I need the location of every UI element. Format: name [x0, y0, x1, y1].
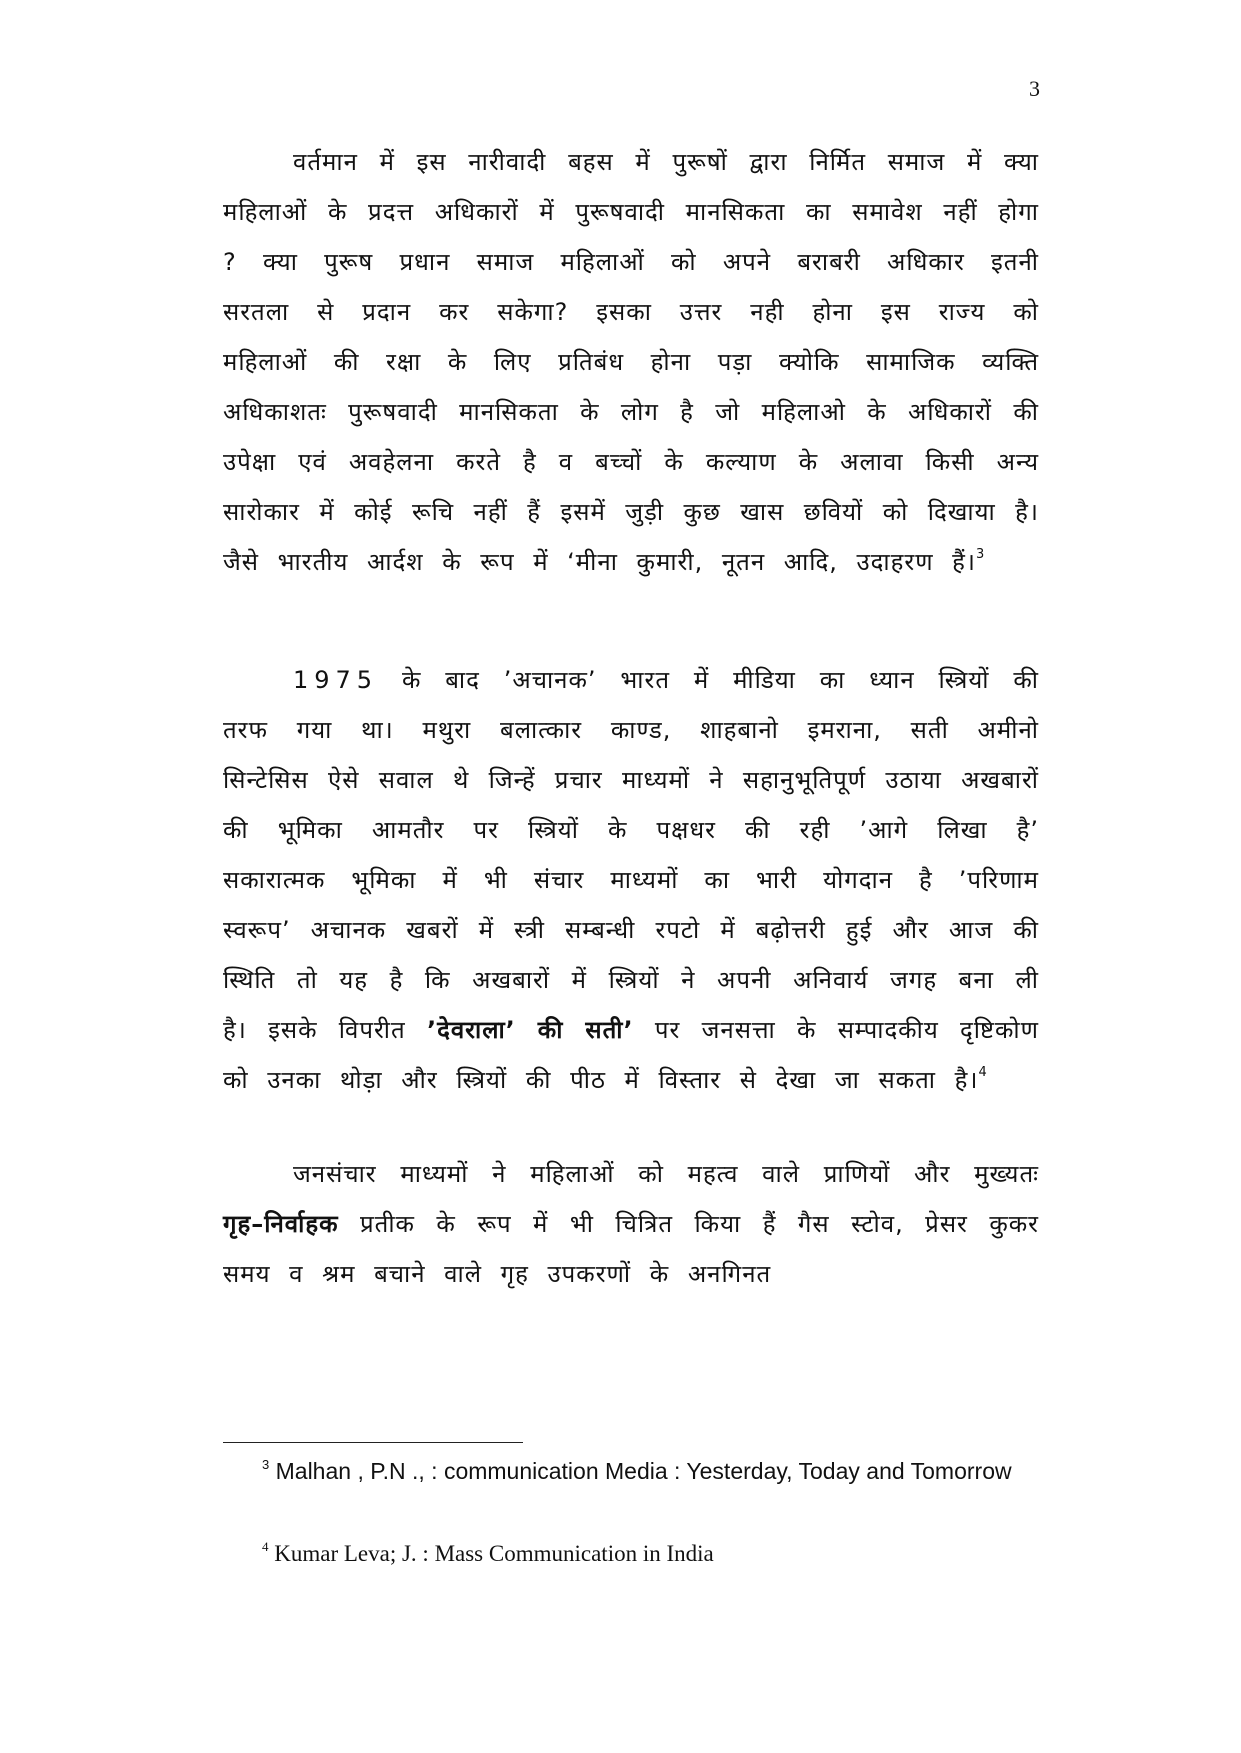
paragraph-2-text-b: पर जनसत्ता के सम्पादकीय दृष्टिकोण को उनका थोड़ा और स्त्रियों की पीठ में विस्तार से देखा जा सकता है। — [223, 1016, 1039, 1094]
footnote-3-text: Malhan , P.N ., : communication Media : Yesterday, Today and Tomorrow — [275, 1458, 1012, 1484]
paragraph-2-text-a: के बाद ’अचानक’ भारत में मीडिया का ध्यान स्त्रियों की तरफ गया था। मथुरा बलात्कार काण्ड, शाहबानो इमराना, सती अमीनो सिन्टेसिस ऐसे सवाल थे जिन्हें प्रचार माध्यमों ने सहानुभूतिपूर्ण उठाया अखबारों की भूमिका आमतौर पर स्त्रियों के पक्षधर की रही ’आगे लिखा है’ सकारात्मक भूमिका में भी संचार माध्यमों का भारी योगदान है ’परिणाम स्वरूप’ अचानक खबरों में स्त्री सम्बन्धी रपटो में बढ़ोत्तरी हुई और आज की स्थिति तो यह है कि अखबारों में स्त्रियों ने अपनी अनिवार्य जगह बना ली है। इसके विपरीत — [223, 666, 1039, 1044]
year-text: 1975 — [293, 666, 379, 694]
paragraph-1-text: वर्तमान में इस नारीवादी बहस में पुरूषों द्वारा निर्मित समाज में क्या महिलाओं के प्रदत्त अधिकारों में पुरूषवादी मानसिकता का समावेश नहीं होगा ? क्या पुरूष प्रधान समाज महिलाओं को अपने बराबरी अधिकार इतनी सरतला से प्रदान कर सकेगा? इसका उत्तर नही होना इस राज्य को महिलाओं की रक्षा के लिए प्रतिबंध होना पड़ा क्योकि सामाजिक व्यक्ति अधिकाशतः पुरूषवादी मानसिकता के लोग है जो महिलाओ के अधिकारों की उपेक्षा एवं अवहेलना करते है व बच्चों के कल्याण के अलावा किसी अन्य सारोकार में कोई रूचि नहीं हैं इसमें जुड़ी कुछ खास छवियों को दिखाया है। जैसे भारतीय आर्दश के रूप में ‘मीना कुमारी, नूतन आदि, उदाहरण हैं। — [223, 148, 1039, 576]
paragraph-3 — [223, 1149, 1039, 1299]
paragraph-3-bold-phrase: गृह–निर्वाहक — [223, 1210, 339, 1238]
footnote-separator — [223, 1442, 523, 1443]
footnote-4 — [262, 1540, 1022, 1568]
paragraph-2-bold-phrase: ’देवराला’ की सती’ — [426, 1016, 634, 1044]
paragraph-3-text-b: प्रतीक के रूप में भी चित्रित किया हैं गैस स्टोव, प्रेसर कुकर समय व श्रम बचाने वाले गृह उपकरणों के अनगिनत — [223, 1210, 1039, 1288]
footnote-4-text: Kumar Leva; J. : Mass Communication in India — [274, 1541, 714, 1566]
footnote-4-marker: 4 — [262, 1539, 269, 1554]
footnote-3 — [262, 1457, 1022, 1485]
footnote-3-marker: 3 — [262, 1457, 270, 1472]
page-number: 3 — [1029, 76, 1040, 101]
paragraph-2 — [223, 655, 1039, 1105]
footnote-ref-4: 4 — [978, 1065, 987, 1080]
paragraph-1 — [223, 137, 1039, 587]
paragraph-3-text-a: जनसंचार माध्यमों ने महिलाओं को महत्व वाले प्राणियों और मुख्यतः — [293, 1160, 1039, 1188]
footnote-ref-3: 3 — [976, 547, 985, 562]
